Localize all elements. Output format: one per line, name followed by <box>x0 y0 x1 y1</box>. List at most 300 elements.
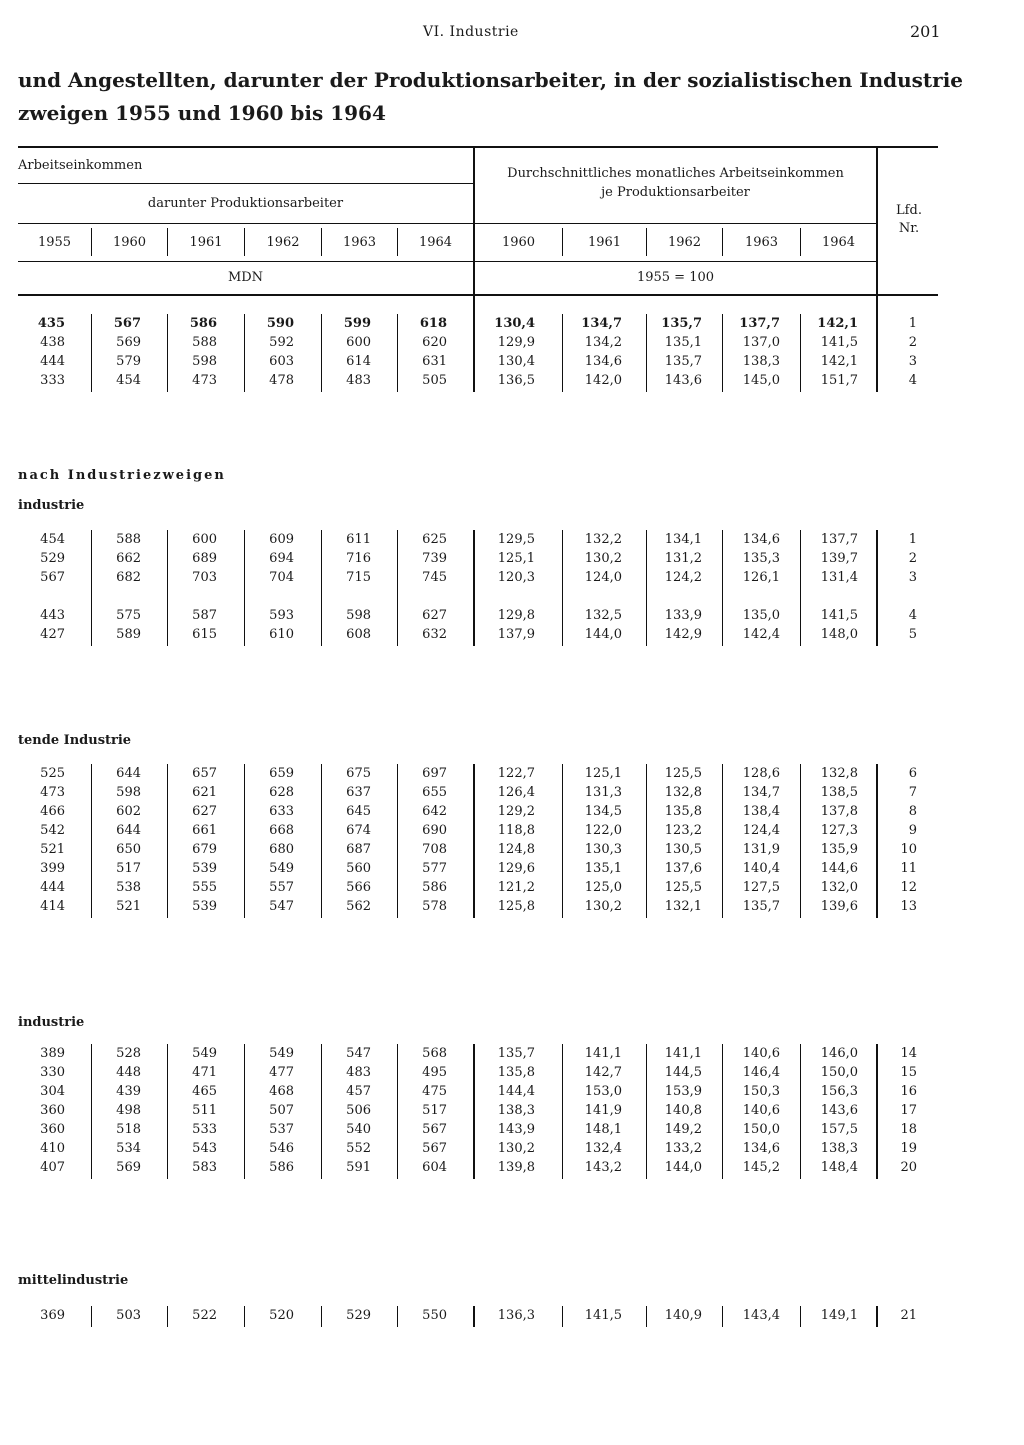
table-cell: 739 <box>422 551 447 566</box>
year-header: 1963 <box>744 235 779 250</box>
group-divider <box>473 1044 475 1179</box>
table-cell: 125,5 <box>664 766 702 781</box>
group-divider <box>876 314 878 392</box>
column-divider <box>321 530 322 646</box>
column-divider <box>167 530 168 646</box>
table-cell: 590 <box>266 316 294 331</box>
table-cell: 694 <box>269 551 294 566</box>
table-row <box>0 785 1024 804</box>
table-cell: 137,9 <box>497 627 535 642</box>
table-cell: 689 <box>192 551 217 566</box>
table-cell: 140,6 <box>742 1046 780 1061</box>
group-divider <box>473 764 475 918</box>
table-cell: 134,7 <box>742 785 780 800</box>
column-divider <box>800 764 801 918</box>
table-cell: 137,6 <box>664 861 702 876</box>
table-cell: 135,8 <box>664 804 702 819</box>
table-cell: 495 <box>422 1065 447 1080</box>
table-cell: 662 <box>116 551 141 566</box>
group-divider <box>473 530 475 646</box>
table-cell: 475 <box>422 1084 447 1099</box>
table-cell: 135,8 <box>497 1065 535 1080</box>
table-row <box>0 1122 1024 1141</box>
table-cell: 133,2 <box>664 1141 702 1156</box>
table-cell: 150,3 <box>742 1084 780 1099</box>
table-cell: 125,5 <box>664 880 702 895</box>
table-cell: 592 <box>269 335 294 350</box>
table-cell: 448 <box>116 1065 141 1080</box>
row-number: 3 <box>908 570 917 585</box>
table-cell: 473 <box>40 785 65 800</box>
table-cell: 587 <box>192 608 217 623</box>
year-header: 1964 <box>418 235 453 250</box>
table-cell: 680 <box>269 842 294 857</box>
table-row <box>0 1160 1024 1179</box>
table-cell: 156,3 <box>820 1084 858 1099</box>
header-durchschnitt-line-1: Durchschnittliches monatliches Arbeitseinkommen <box>507 166 844 181</box>
table-cell: 131,9 <box>742 842 780 857</box>
table-cell: 528 <box>116 1046 141 1061</box>
column-divider <box>397 764 398 918</box>
table-cell: 427 <box>40 627 65 642</box>
table-cell: 150,0 <box>820 1065 858 1080</box>
table-cell: 144,0 <box>584 627 622 642</box>
table-cell: 588 <box>192 335 217 350</box>
table-cell: 598 <box>192 354 217 369</box>
table-cell: 135,9 <box>820 842 858 857</box>
table-cell: 682 <box>116 570 141 585</box>
table-cell: 650 <box>116 842 141 857</box>
table-cell: 138,5 <box>820 785 858 800</box>
table-cell: 529 <box>40 551 65 566</box>
table-cell: 466 <box>40 804 65 819</box>
table-cell: 144,5 <box>664 1065 702 1080</box>
page-number: 201 <box>910 22 941 41</box>
table-cell: 708 <box>422 842 447 857</box>
column-divider <box>167 764 168 918</box>
table-cell: 134,6 <box>742 532 780 547</box>
table-row <box>0 335 1024 354</box>
table-cell: 125,0 <box>584 880 622 895</box>
table-cell: 444 <box>40 354 65 369</box>
row-number: 20 <box>900 1160 917 1175</box>
table-cell: 148,4 <box>820 1160 858 1175</box>
table-cell: 399 <box>40 861 65 876</box>
table-cell: 134,6 <box>584 354 622 369</box>
table-cell: 609 <box>269 532 294 547</box>
column-divider <box>244 764 245 918</box>
group-divider <box>876 764 878 918</box>
table-cell: 140,9 <box>664 1308 702 1323</box>
table-cell: 644 <box>116 823 141 838</box>
table-cell: 444 <box>40 880 65 895</box>
column-divider <box>91 764 92 918</box>
table-cell: 142,7 <box>584 1065 622 1080</box>
table-cell: 567 <box>422 1141 447 1156</box>
year-header: 1961 <box>587 235 622 250</box>
row-number: 11 <box>900 861 917 876</box>
table-cell: 657 <box>192 766 217 781</box>
rule-top <box>18 146 938 148</box>
table-cell: 498 <box>116 1103 141 1118</box>
table-cell: 153,0 <box>584 1084 622 1099</box>
column-divider <box>167 1044 168 1179</box>
group-divider <box>876 530 878 646</box>
table-cell: 534 <box>116 1141 141 1156</box>
table-cell: 124,0 <box>584 570 622 585</box>
table-row <box>0 1308 1024 1327</box>
table-cell: 138,3 <box>820 1141 858 1156</box>
column-divider <box>646 314 647 392</box>
row-number: 9 <box>908 823 917 838</box>
table-cell: 593 <box>269 608 294 623</box>
table-cell: 125,1 <box>584 766 622 781</box>
table-cell: 625 <box>422 532 447 547</box>
column-divider <box>562 530 563 646</box>
table-cell: 521 <box>40 842 65 857</box>
table-cell: 539 <box>192 861 217 876</box>
table-cell: 628 <box>269 785 294 800</box>
column-divider <box>722 764 723 918</box>
table-cell: 135,1 <box>664 335 702 350</box>
table-cell: 578 <box>422 899 447 914</box>
table-cell: 127,5 <box>742 880 780 895</box>
section-label: industrie <box>18 1015 85 1030</box>
table-cell: 141,5 <box>820 335 858 350</box>
table-cell: 586 <box>422 880 447 895</box>
table-cell: 135,7 <box>497 1046 535 1061</box>
table-cell: 645 <box>346 804 371 819</box>
table-cell: 655 <box>422 785 447 800</box>
table-cell: 143,6 <box>820 1103 858 1118</box>
table-title-line-1: und Angestellten, darunter der Produktionsarbeiter, in der sozialistischen Industrie <box>18 68 964 92</box>
table-cell: 602 <box>116 804 141 819</box>
row-number: 15 <box>900 1065 917 1080</box>
table-cell: 127,3 <box>820 823 858 838</box>
table-title-line-2: zweigen 1955 und 1960 bis 1964 <box>18 101 386 125</box>
row-number: 4 <box>908 373 917 388</box>
table-cell: 539 <box>192 899 217 914</box>
row-number: 3 <box>908 354 917 369</box>
year-header: 1955 <box>37 235 72 250</box>
column-divider <box>800 530 801 646</box>
table-cell: 137,7 <box>820 532 858 547</box>
table-cell: 621 <box>192 785 217 800</box>
table-cell: 579 <box>116 354 141 369</box>
table-cell: 142,9 <box>664 627 702 642</box>
table-cell: 690 <box>422 823 447 838</box>
table-cell: 552 <box>346 1141 371 1156</box>
year-header: 1962 <box>266 235 300 250</box>
table-cell: 471 <box>192 1065 217 1080</box>
row-number: 1 <box>908 316 917 331</box>
table-cell: 511 <box>192 1103 217 1118</box>
header-lfd: Lfd. <box>896 203 922 218</box>
table-cell: 454 <box>40 532 65 547</box>
table-cell: 439 <box>116 1084 141 1099</box>
table-row <box>0 354 1024 373</box>
table-cell: 543 <box>192 1141 217 1156</box>
table-cell: 478 <box>269 373 294 388</box>
table-cell: 126,4 <box>497 785 535 800</box>
table-cell: 138,4 <box>742 804 780 819</box>
table-cell: 141,1 <box>664 1046 702 1061</box>
table-cell: 141,9 <box>584 1103 622 1118</box>
table-cell: 522 <box>192 1308 217 1323</box>
table-cell: 610 <box>269 627 294 642</box>
table-cell: 141,5 <box>584 1308 622 1323</box>
table-cell: 123,2 <box>664 823 702 838</box>
table-cell: 627 <box>422 608 447 623</box>
unit-mdn: MDN <box>227 270 264 285</box>
table-cell: 132,1 <box>664 899 702 914</box>
table-cell: 135,0 <box>742 608 780 623</box>
row-number: 6 <box>908 766 917 781</box>
column-divider <box>321 1044 322 1179</box>
table-cell: 139,8 <box>497 1160 535 1175</box>
section-label: mittelindustrie <box>18 1273 129 1288</box>
table-cell: 125,1 <box>497 551 535 566</box>
column-divider <box>167 1306 168 1327</box>
column-divider <box>321 1306 322 1327</box>
row-number: 12 <box>900 880 917 895</box>
rule-group <box>18 183 473 184</box>
table-cell: 687 <box>346 842 371 857</box>
table-cell: 438 <box>40 335 65 350</box>
table-cell: 465 <box>192 1084 217 1099</box>
table-cell: 435 <box>37 316 65 331</box>
column-divider <box>646 1044 647 1179</box>
table-row <box>0 804 1024 823</box>
column-divider <box>397 1044 398 1179</box>
table-cell: 644 <box>116 766 141 781</box>
table-cell: 132,2 <box>584 532 622 547</box>
table-cell: 129,8 <box>497 608 535 623</box>
table-row <box>0 1103 1024 1122</box>
table-cell: 139,7 <box>820 551 858 566</box>
table-cell: 122,7 <box>497 766 535 781</box>
table-cell: 131,2 <box>664 551 702 566</box>
year-header: 1961 <box>189 235 223 250</box>
table-cell: 126,1 <box>742 570 780 585</box>
table-cell: 129,6 <box>497 861 535 876</box>
table-cell: 600 <box>346 335 371 350</box>
section-header: VI. Industrie <box>423 24 519 40</box>
column-divider <box>244 530 245 646</box>
column-divider <box>722 530 723 646</box>
table-cell: 148,0 <box>820 627 858 642</box>
table-cell: 134,6 <box>742 1141 780 1156</box>
table-cell: 503 <box>116 1308 141 1323</box>
table-cell: 130,2 <box>584 899 622 914</box>
table-cell: 129,2 <box>497 804 535 819</box>
row-number: 1 <box>908 532 917 547</box>
group-divider <box>473 296 475 316</box>
table-cell: 716 <box>346 551 371 566</box>
table-cell: 549 <box>269 1046 294 1061</box>
table-cell: 454 <box>116 373 141 388</box>
table-cell: 589 <box>116 627 141 642</box>
table-cell: 124,8 <box>497 842 535 857</box>
row-number: 13 <box>900 899 917 914</box>
column-divider <box>397 314 398 392</box>
table-cell: 142,1 <box>820 354 858 369</box>
header-darunter: darunter Produktionsarbeiter <box>147 196 344 211</box>
table-cell: 410 <box>40 1141 65 1156</box>
table-cell: 542 <box>40 823 65 838</box>
table-cell: 505 <box>422 373 447 388</box>
row-number: 2 <box>908 335 917 350</box>
table-cell: 550 <box>422 1308 447 1323</box>
year-header: 1964 <box>821 235 856 250</box>
table-cell: 133,9 <box>664 608 702 623</box>
row-number: 10 <box>900 842 917 857</box>
table-cell: 414 <box>40 899 65 914</box>
table-row <box>0 1065 1024 1084</box>
table-row <box>0 316 1024 335</box>
table-cell: 124,4 <box>742 823 780 838</box>
column-divider <box>91 530 92 646</box>
table-cell: 143,9 <box>497 1122 535 1137</box>
table-cell: 142,4 <box>742 627 780 642</box>
table-cell: 560 <box>346 861 371 876</box>
table-cell: 633 <box>269 804 294 819</box>
table-row <box>0 373 1024 392</box>
row-number: 8 <box>908 804 917 819</box>
table-cell: 586 <box>269 1160 294 1175</box>
table-cell: 369 <box>40 1308 65 1323</box>
table-cell: 557 <box>269 880 294 895</box>
table-cell: 150,0 <box>742 1122 780 1137</box>
table-cell: 549 <box>269 861 294 876</box>
table-cell: 674 <box>346 823 371 838</box>
table-cell: 144,6 <box>820 861 858 876</box>
row-number: 19 <box>900 1141 917 1156</box>
table-row <box>0 627 1024 646</box>
table-cell: 122,0 <box>584 823 622 838</box>
header-nr: Nr. <box>898 221 920 236</box>
table-row <box>0 551 1024 570</box>
table-cell: 631 <box>422 354 447 369</box>
table-cell: 143,2 <box>584 1160 622 1175</box>
table-row <box>0 532 1024 551</box>
row-number: 17 <box>900 1103 917 1118</box>
column-divider <box>321 764 322 918</box>
table-cell: 575 <box>116 608 141 623</box>
table-cell: 588 <box>116 532 141 547</box>
table-cell: 549 <box>192 1046 217 1061</box>
table-cell: 642 <box>422 804 447 819</box>
table-cell: 577 <box>422 861 447 876</box>
group-divider <box>876 1306 878 1327</box>
table-cell: 615 <box>192 627 217 642</box>
row-number: 21 <box>900 1308 917 1323</box>
year-header: 1960 <box>501 235 536 250</box>
row-number: 4 <box>908 608 917 623</box>
table-cell: 525 <box>40 766 65 781</box>
table-cell: 567 <box>40 570 65 585</box>
column-divider <box>562 1306 563 1327</box>
table-cell: 745 <box>422 570 447 585</box>
column-divider <box>646 1306 647 1327</box>
header-arbeitseinkommen: Arbeitseinkommen <box>18 158 143 173</box>
table-cell: 562 <box>346 899 371 914</box>
rule-head-bottom <box>18 294 938 296</box>
table-cell: 555 <box>192 880 217 895</box>
table-cell: 637 <box>346 785 371 800</box>
table-cell: 618 <box>419 316 447 331</box>
table-row <box>0 608 1024 627</box>
year-header: 1960 <box>112 235 147 250</box>
table-cell: 632 <box>422 627 447 642</box>
table-cell: 443 <box>40 608 65 623</box>
table-cell: 517 <box>116 861 141 876</box>
column-divider <box>397 1306 398 1327</box>
table-cell: 477 <box>269 1065 294 1080</box>
table-cell: 586 <box>189 316 217 331</box>
table-cell: 591 <box>346 1160 371 1175</box>
table-cell: 144,4 <box>497 1084 535 1099</box>
table-cell: 135,3 <box>742 551 780 566</box>
section-label: industrie <box>18 498 85 513</box>
table-cell: 142,0 <box>584 373 622 388</box>
table-cell: 518 <box>116 1122 141 1137</box>
table-cell: 330 <box>40 1065 65 1080</box>
table-cell: 569 <box>116 335 141 350</box>
table-cell: 668 <box>269 823 294 838</box>
column-divider <box>562 764 563 918</box>
table-cell: 134,1 <box>664 532 702 547</box>
table-cell: 132,0 <box>820 880 858 895</box>
table-cell: 134,5 <box>584 804 622 819</box>
table-cell: 598 <box>346 608 371 623</box>
table-cell: 140,6 <box>742 1103 780 1118</box>
table-cell: 143,6 <box>664 373 702 388</box>
table-cell: 697 <box>422 766 447 781</box>
column-divider <box>800 314 801 392</box>
table-cell: 715 <box>346 570 371 585</box>
column-divider <box>91 314 92 392</box>
table-cell: 148,1 <box>584 1122 622 1137</box>
table-cell: 600 <box>192 532 217 547</box>
table-cell: 483 <box>346 1065 371 1080</box>
column-divider <box>91 1306 92 1327</box>
column-divider <box>91 1044 92 1179</box>
table-row <box>0 1046 1024 1065</box>
table-cell: 483 <box>346 373 371 388</box>
table-cell: 137,7 <box>739 316 780 331</box>
table-cell: 136,5 <box>497 373 535 388</box>
table-cell: 140,8 <box>664 1103 702 1118</box>
column-divider <box>562 314 563 392</box>
row-number: 18 <box>900 1122 917 1137</box>
table-cell: 130,5 <box>664 842 702 857</box>
table-cell: 567 <box>422 1122 447 1137</box>
column-divider <box>800 1044 801 1179</box>
table-cell: 138,3 <box>497 1103 535 1118</box>
table-cell: 138,3 <box>742 354 780 369</box>
table-cell: 130,2 <box>584 551 622 566</box>
table-cell: 132,8 <box>820 766 858 781</box>
table-cell: 407 <box>40 1160 65 1175</box>
table-cell: 135,7 <box>664 354 702 369</box>
table-cell: 468 <box>269 1084 294 1099</box>
table-cell: 360 <box>40 1122 65 1137</box>
table-cell: 137,8 <box>820 804 858 819</box>
table-cell: 457 <box>346 1084 371 1099</box>
table-cell: 125,8 <box>497 899 535 914</box>
column-divider <box>321 314 322 392</box>
